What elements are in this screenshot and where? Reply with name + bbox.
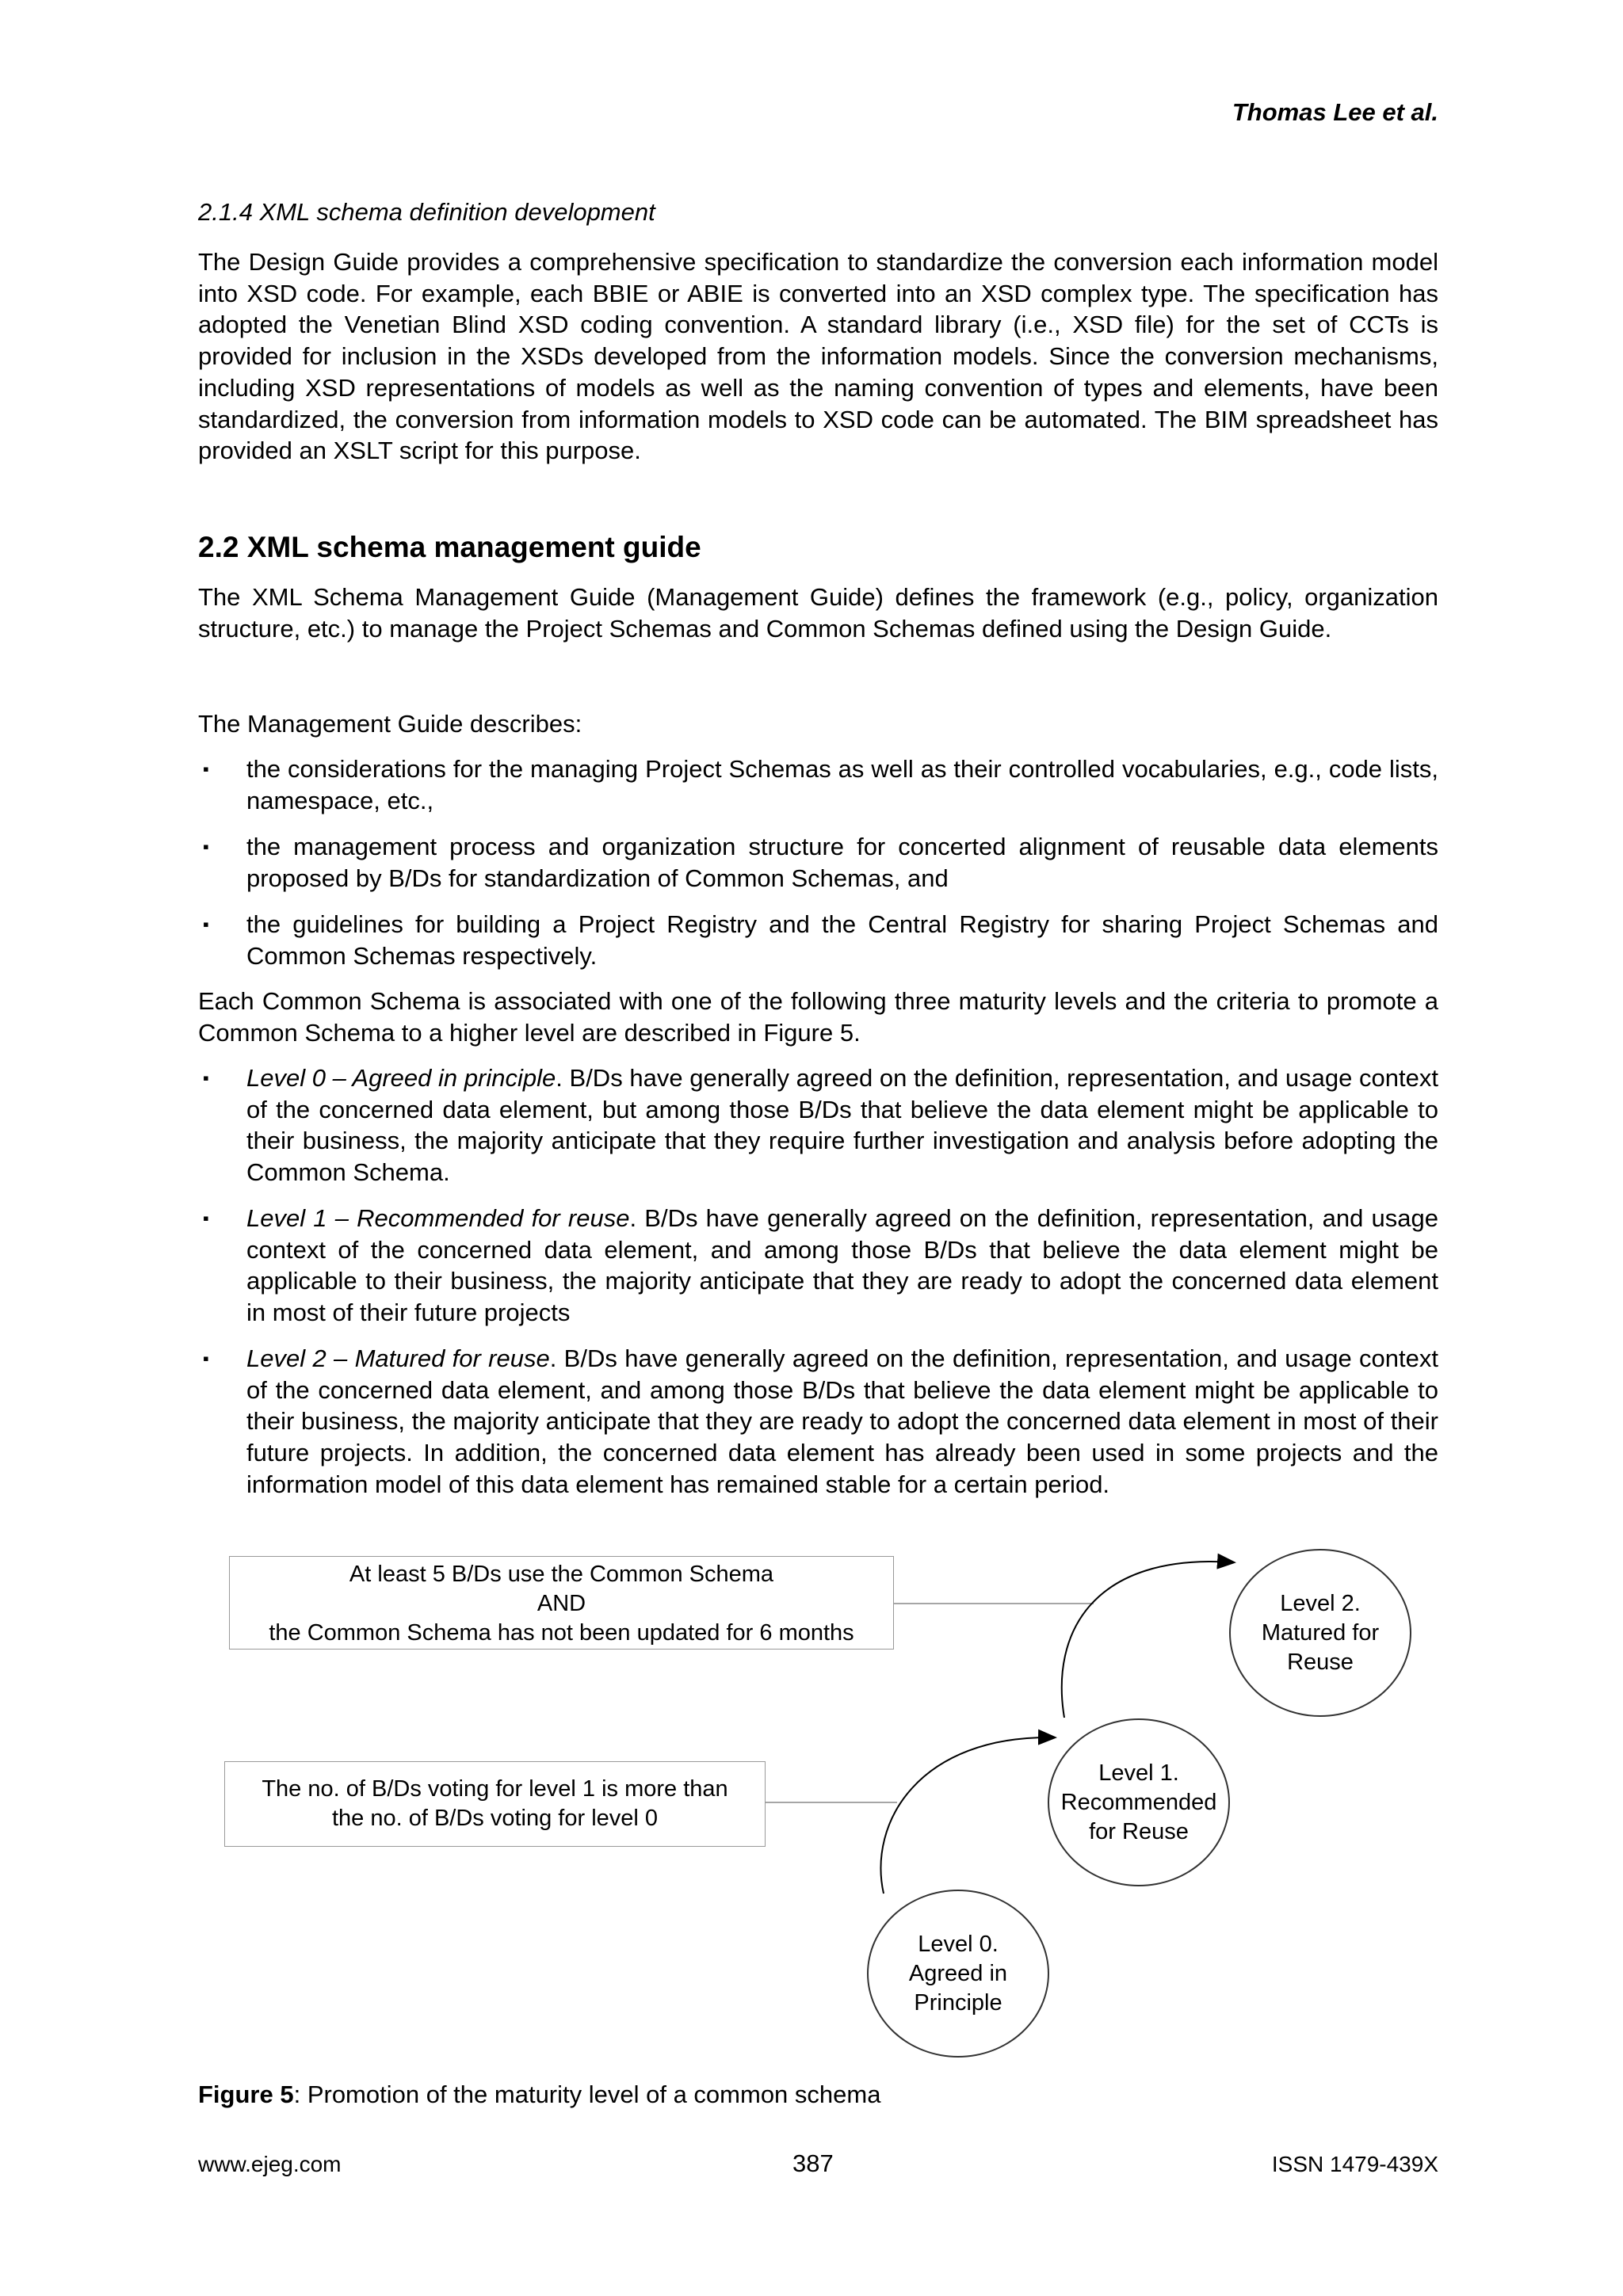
arrow-level1-to-level2 — [1062, 1562, 1233, 1718]
figure-caption — [198, 2081, 880, 2109]
bullet-icon: ▪ — [203, 759, 209, 779]
paragraph-management-guide: The XML Schema Management Guide (Management Guide) defines the framework (e.g., policy, organization structure, etc.) to manage the Project Schemas and Common Schemas defined using the Design Guide. — [198, 583, 1438, 643]
level-2-node — [1229, 1549, 1411, 1717]
caption-text: : Promotion of the maturity level of a common schema — [293, 2081, 881, 2108]
paragraph-describes-intro: The Management Guide describes: — [198, 710, 582, 738]
criteria-line: AND — [537, 1591, 586, 1616]
footer-page-number: 387 — [792, 2149, 834, 2177]
level-1-name: Level 1 – Recommended for reuse — [246, 1204, 630, 1232]
bullet-icon: ▪ — [203, 1348, 209, 1368]
bullet-item: the guidelines for building a Project Registry and the Central Registry for sharing Project Schemas and Common Schemas respectively. — [246, 910, 1438, 970]
node-line: Level 1. — [1098, 1760, 1179, 1786]
level-1-node — [1048, 1718, 1230, 1886]
footer-issn: ISSN 1479-439X — [1271, 2152, 1438, 2176]
bullet-item: the management process and organization structure for concerted alignment of reusable data elements proposed by B/Ds for standardization of Common Schemas, and — [246, 833, 1438, 892]
bullet-icon: ▪ — [203, 1068, 209, 1088]
bullet-icon: ▪ — [203, 1208, 209, 1228]
criteria-box-level2 — [229, 1556, 894, 1650]
footer-website: www.ejeg.com — [198, 2152, 342, 2176]
criteria-line: At least 5 B/Ds use the Common Schema — [349, 1562, 774, 1587]
node-line: Level 2. — [1280, 1590, 1361, 1616]
bullet-icon: ▪ — [203, 837, 209, 856]
node-line: Agreed in — [908, 1960, 1008, 1986]
caption-label: Figure 5 — [198, 2081, 294, 2108]
node-line: Level 0. — [918, 1931, 999, 1957]
level-2-text: . B/Ds have generally agreed on the definition, representation, and usage context of the concerned data element, and among those B/Ds that believe the data element might be applicable to their business, the majority anticipate that they are ready to adopt the concerned data element in most of their future projects. In addition, the concerned data element has already been used in some projects and the information model of this data element has remained stable for a certain period. — [246, 1344, 1438, 1498]
level-2-name: Level 2 – Matured for reuse — [246, 1344, 550, 1372]
section-heading-2-2: 2.2 XML schema management guide — [198, 531, 701, 563]
node-line: Recommended — [1060, 1789, 1217, 1815]
node-line: Matured for — [1261, 1619, 1380, 1646]
criteria-line: the no. of B/Ds voting for level 0 — [331, 1806, 659, 1831]
criteria-box-level1 — [224, 1761, 766, 1847]
criteria-line: the Common Schema has not been updated for 6 months — [269, 1620, 854, 1646]
level-0-text: . B/Ds have generally agreed on the definition, representation, and usage context of the concerned data element, but among those B/Ds that believe the data element might be applicable to their business, the majority anticipate that they require further investigation and analysis before adopting the Common Schema. — [246, 1064, 1438, 1187]
paragraph-xsd-development: The Design Guide provides a comprehensive specification to standardize the conversion each information model into XSD code. For example, each BBIE or ABIE is converted into an XSD complex type. The specification has adopted the Venetian Blind XSD coding convention. A standard library (i.e., XSD file) for the set of CCTs is provided for inclusion in the XSDs developed from the information models. Since the conversion mechanisms, including XSD representations of models as well as the naming convention of types and elements, have been standardized, the conversion from information models to XSD code can be automated. The BIM spreadsheet has provided an XSLT script for this purpose. — [198, 248, 1438, 465]
running-header-author: Thomas Lee et al. — [1232, 98, 1438, 126]
level-0-name: Level 0 – Agreed in principle — [246, 1064, 556, 1092]
arrow-level0-to-level1 — [881, 1737, 1054, 1894]
node-line: for Reuse — [1089, 1818, 1189, 1844]
node-line: Reuse — [1287, 1649, 1354, 1675]
paragraph-levels-intro: Each Common Schema is associated with one of the following three maturity levels and the criteria to promote a Common Schema to a higher level are described in Figure 5. — [198, 987, 1438, 1047]
section-heading-2-1-4: 2.1.4 XML schema definition development — [198, 198, 655, 226]
criteria-line: The no. of B/Ds voting for level 1 is more than — [262, 1776, 728, 1802]
bullet-item: the considerations for the managing Project Schemas as well as their controlled vocabularies, e.g., code lists, namespace, etc., — [246, 755, 1438, 814]
bullet-icon: ▪ — [203, 914, 209, 934]
level-1-text: . B/Ds have generally agreed on the definition, representation, and usage context of the concerned data element, and among those B/Ds that believe the data element might be applicable to their business, the majority anticipate that they are ready to adopt the concerned data element in most of their future projects — [246, 1204, 1438, 1327]
node-line: Principle — [914, 1989, 1002, 2016]
level-0-node — [867, 1890, 1049, 2058]
